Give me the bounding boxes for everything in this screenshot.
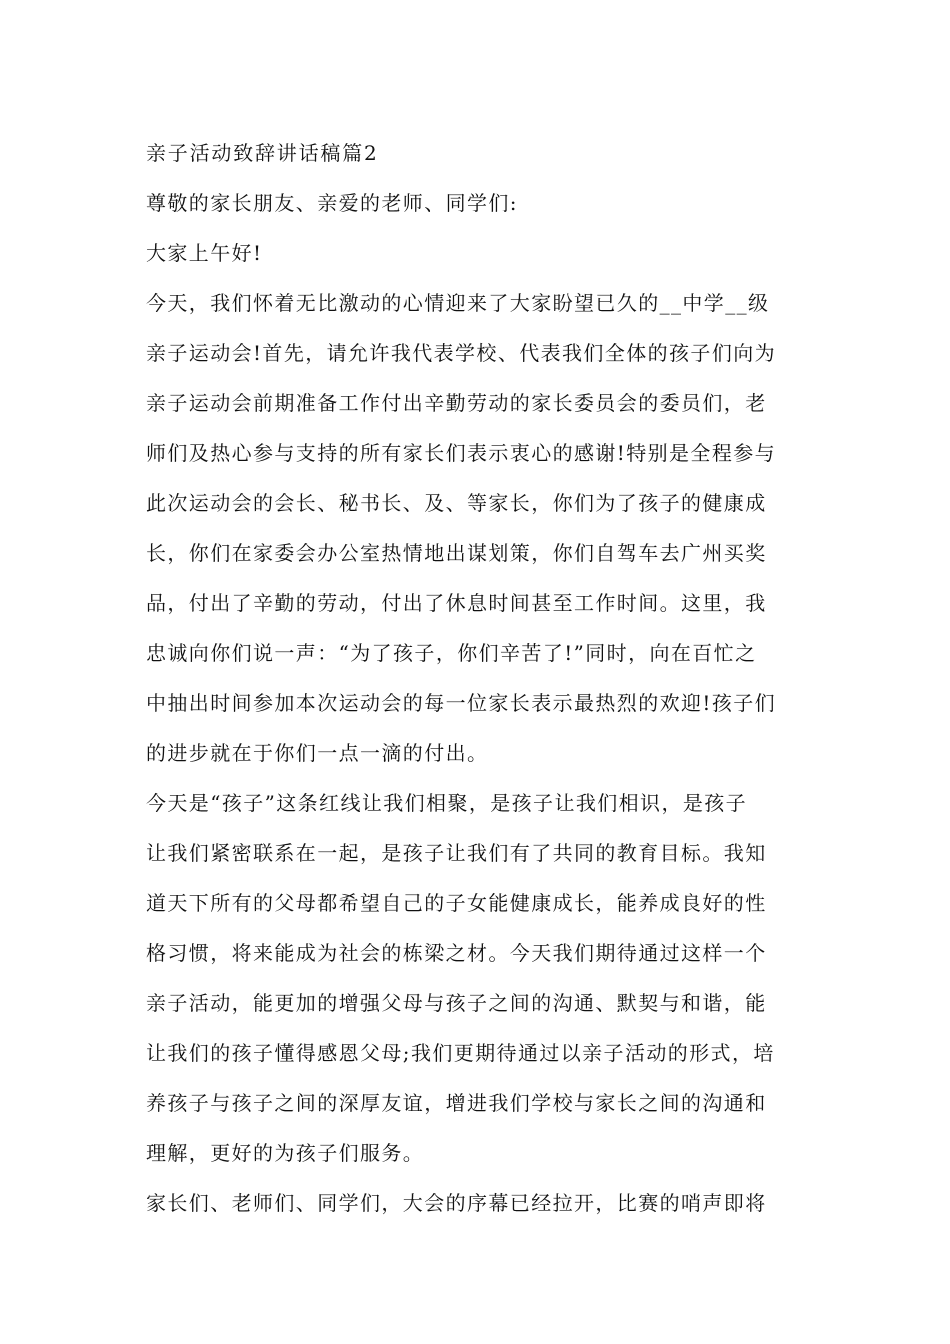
paragraph2-line: 今天是“孩子”这条红线让我们相聚，是孩子让我们相识，是孩子 xyxy=(146,791,748,815)
document-body xyxy=(146,135,806,1235)
paragraph2-line: 道天下所有的父母都希望自己的子女能健康成长，能养成良好的性 xyxy=(146,891,767,915)
paragraph2-line: 理解，更好的为孩子们服务。 xyxy=(146,1141,425,1165)
paragraph2-line: 让我们的孩子懂得感恩父母;我们更期待通过以亲子活动的形式，培 xyxy=(146,1041,775,1065)
paragraph3-line: 家长们、老师们、同学们，大会的序幕已经拉开，比赛的哨声即将 xyxy=(146,1191,767,1215)
paragraph1-line: 中抽出时间参加本次运动会的每一位家长表示最热烈的欢迎!孩子们 xyxy=(146,691,777,715)
paragraph1-line: 亲子运动会前期准备工作付出辛勤劳动的家长委员会的委员们，老 xyxy=(146,391,767,415)
paragraph2-line: 格习惯，将来能成为社会的栋梁之材。今天我们期待通过这样一个 xyxy=(146,941,767,965)
paragraph1-line: 此次运动会的会长、秘书长、及、等家长，你们为了孩子的健康成 xyxy=(146,491,767,515)
paragraph1-line: 师们及热心参与支持的所有家长们表示衷心的感谢!特别是全程参与 xyxy=(146,441,777,465)
paragraph1-line: 长，你们在家委会办公室热情地出谋划策，你们自驾车去广州买奖 xyxy=(146,541,767,565)
paragraph2-line: 让我们紧密联系在一起，是孩子让我们有了共同的教育目标。我知 xyxy=(146,841,767,865)
paragraph1-line: 忠诚向你们说一声：“为了孩子，你们辛苦了!”同时，向在百忙之 xyxy=(146,641,757,665)
salutation-line: 大家上午好! xyxy=(146,241,263,265)
paragraph2-line: 亲子活动，能更加的增强父母与孩子之间的沟通、默契与和谐，能 xyxy=(146,991,767,1015)
paragraph2-line: 养孩子与孩子之间的深厚友谊，增进我们学校与家长之间的沟通和 xyxy=(146,1091,767,1115)
paragraph1-line: 亲子运动会!首先，请允许我代表学校、代表我们全体的孩子们向为 xyxy=(146,341,777,365)
paragraph1-line: 的进步就在于你们一点一滴的付出。 xyxy=(146,741,489,765)
paragraph1-line: 品，付出了辛勤的劳动，付出了休息时间甚至工作时间。这里，我 xyxy=(146,591,767,615)
greeting-line: 尊敬的家长朋友、亲爱的老师、同学们: xyxy=(146,191,518,215)
document-title: 亲子活动致辞讲话稿篇2 xyxy=(146,141,379,165)
paragraph1-line: 今天，我们怀着无比激动的心情迎来了大家盼望已久的__中学__级 xyxy=(146,291,770,315)
